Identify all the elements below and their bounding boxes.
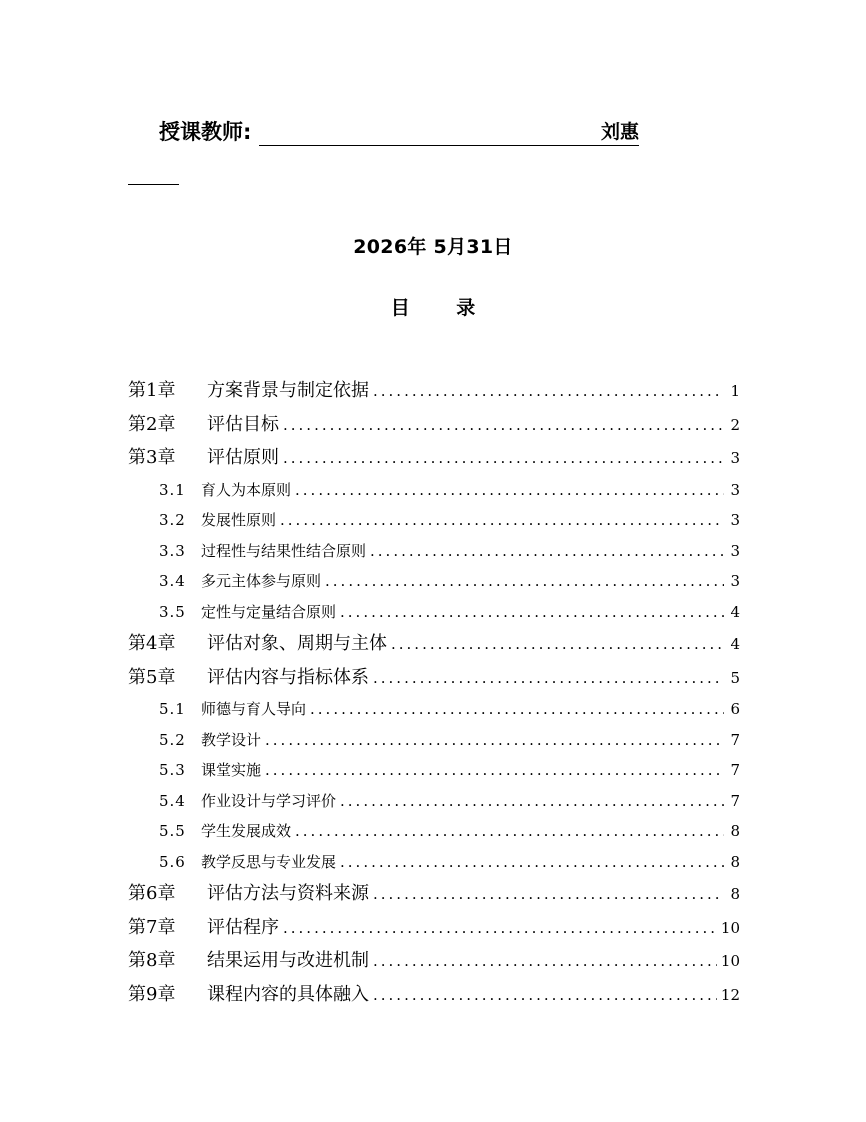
toc-dot-leader (373, 979, 717, 1013)
toc-chapter-entry[interactable] (128, 408, 740, 442)
toc-entry-number: 第7章 (128, 916, 176, 938)
toc-chapter-entry[interactable] (128, 911, 740, 945)
toc-section-entry[interactable] (128, 475, 740, 506)
toc-dot-leader (283, 409, 724, 443)
toc-entry-page: 2 (730, 415, 740, 434)
toc-entry-title: 定性与定量结合原则 (201, 602, 337, 621)
toc-dot-leader (283, 912, 717, 946)
toc-chapter-entry[interactable] (128, 627, 740, 661)
toc-section-entry[interactable] (128, 816, 740, 847)
toc-entry-title: 师德与育人导向 (201, 700, 307, 718)
toc-entry-number: 3.5 (159, 602, 186, 621)
toc-entry-title: 发展性原则 (201, 511, 277, 529)
toc-section-entry[interactable] (128, 786, 740, 817)
toc-dot-leader (325, 566, 724, 597)
teacher-name: 刘惠 (259, 120, 639, 146)
toc-entry-title: 课程内容的具体融入 (207, 983, 369, 1005)
toc-entry-page: 3 (730, 511, 740, 529)
toc-entry-number: 5.2 (159, 730, 186, 749)
toc-entry-page: 8 (730, 852, 740, 871)
toc-section-entry[interactable] (128, 847, 740, 878)
toc-entry-title: 教学反思与专业发展 (201, 852, 337, 871)
teacher-line (159, 116, 639, 146)
toc-dot-leader (310, 694, 724, 725)
toc-entry-number: 第1章 (128, 380, 176, 401)
toc-entry-page: 6 (730, 700, 740, 718)
toc-chapter-entry[interactable] (128, 978, 740, 1012)
table-of-contents (128, 374, 740, 1011)
toc-dot-leader (265, 725, 724, 756)
toc-entry-page: 7 (730, 791, 740, 810)
teacher-label: 授课教师: (159, 120, 252, 144)
toc-entry-number: 5.5 (159, 822, 186, 840)
toc-entry-page: 3 (730, 480, 740, 499)
toc-entry-page: 8 (730, 885, 740, 903)
toc-dot-leader (280, 505, 724, 536)
toc-entry-number: 第8章 (128, 950, 176, 971)
toc-entry-page: 4 (730, 635, 740, 653)
toc-dot-leader (265, 755, 724, 786)
toc-entry-page: 3 (730, 541, 740, 560)
underline-continuation (128, 184, 179, 185)
toc-dot-leader (283, 442, 724, 476)
toc-entry-title: 评估方法与资料来源 (207, 883, 369, 904)
toc-dot-leader (295, 816, 724, 847)
toc-entry-title: 方案背景与制定依据 (207, 380, 369, 401)
toc-dot-leader (373, 945, 717, 979)
toc-entry-title: 过程性与结果性结合原则 (201, 541, 367, 560)
toc-dot-leader (373, 375, 724, 409)
toc-dot-leader (340, 847, 724, 878)
toc-entry-page: 5 (730, 668, 740, 687)
toc-section-entry[interactable] (128, 597, 740, 628)
toc-entry-title: 评估目标 (207, 413, 279, 435)
toc-chapter-entry[interactable] (128, 944, 740, 978)
toc-section-entry[interactable] (128, 694, 740, 725)
toc-entry-page: 7 (730, 761, 740, 779)
toc-entry-page: 7 (730, 730, 740, 749)
toc-dot-leader (373, 662, 724, 696)
toc-entry-number: 第4章 (128, 633, 176, 654)
toc-entry-page: 8 (730, 822, 740, 840)
toc-section-entry[interactable] (128, 725, 740, 756)
toc-entry-title: 课堂实施 (201, 761, 262, 779)
toc-entry-title: 评估对象、周期与主体 (207, 633, 387, 654)
toc-entry-title: 作业设计与学习评价 (201, 791, 337, 810)
toc-entry-page: 1 (730, 382, 740, 400)
toc-section-entry[interactable] (128, 505, 740, 536)
toc-dot-leader (340, 786, 724, 817)
toc-entry-title: 学生发展成效 (201, 822, 292, 840)
toc-entry-number: 第3章 (128, 447, 176, 468)
toc-entry-number: 3.3 (159, 541, 186, 560)
toc-entry-page: 3 (730, 572, 740, 590)
toc-entry-number: 3.4 (159, 572, 186, 590)
toc-chapter-entry[interactable] (128, 441, 740, 475)
toc-entry-number: 5.3 (159, 761, 186, 779)
toc-entry-page: 4 (730, 602, 740, 621)
toc-chapter-entry[interactable] (128, 661, 740, 695)
toc-dot-leader (373, 878, 724, 912)
toc-title: 目 录 (390, 297, 496, 319)
toc-chapter-entry[interactable] (128, 877, 740, 911)
toc-entry-number: 第6章 (128, 883, 176, 904)
toc-entry-number: 第5章 (128, 666, 176, 688)
toc-entry-number: 3.1 (159, 480, 186, 499)
toc-entry-number: 第9章 (128, 983, 176, 1005)
toc-entry-title: 评估内容与指标体系 (207, 666, 369, 688)
toc-entry-title: 教学设计 (201, 730, 262, 749)
toc-entry-title: 育人为本原则 (201, 480, 292, 499)
toc-section-entry[interactable] (128, 536, 740, 567)
toc-entry-number: 第2章 (128, 413, 176, 435)
toc-entry-page: 10 (720, 952, 740, 970)
toc-entry-title: 评估原则 (207, 447, 279, 468)
document-date: 2026年 5月31日 (353, 236, 513, 258)
toc-section-entry[interactable] (128, 755, 740, 786)
toc-entry-number: 5.6 (159, 852, 186, 871)
toc-dot-leader (340, 597, 724, 628)
toc-dot-leader (370, 536, 724, 567)
toc-dot-leader (391, 628, 724, 662)
toc-entry-title: 评估程序 (207, 916, 279, 938)
toc-entry-number: 3.2 (159, 511, 186, 529)
toc-section-entry[interactable] (128, 566, 740, 597)
toc-entry-title: 结果运用与改进机制 (207, 950, 369, 971)
toc-chapter-entry[interactable] (128, 374, 740, 408)
toc-entry-page: 10 (720, 918, 740, 937)
toc-entry-page: 3 (730, 449, 740, 467)
toc-entry-title: 多元主体参与原则 (201, 572, 322, 590)
toc-entry-number: 5.1 (159, 700, 186, 718)
toc-dot-leader (295, 475, 724, 506)
toc-entry-page: 12 (720, 985, 740, 1004)
toc-entry-number: 5.4 (159, 791, 186, 810)
